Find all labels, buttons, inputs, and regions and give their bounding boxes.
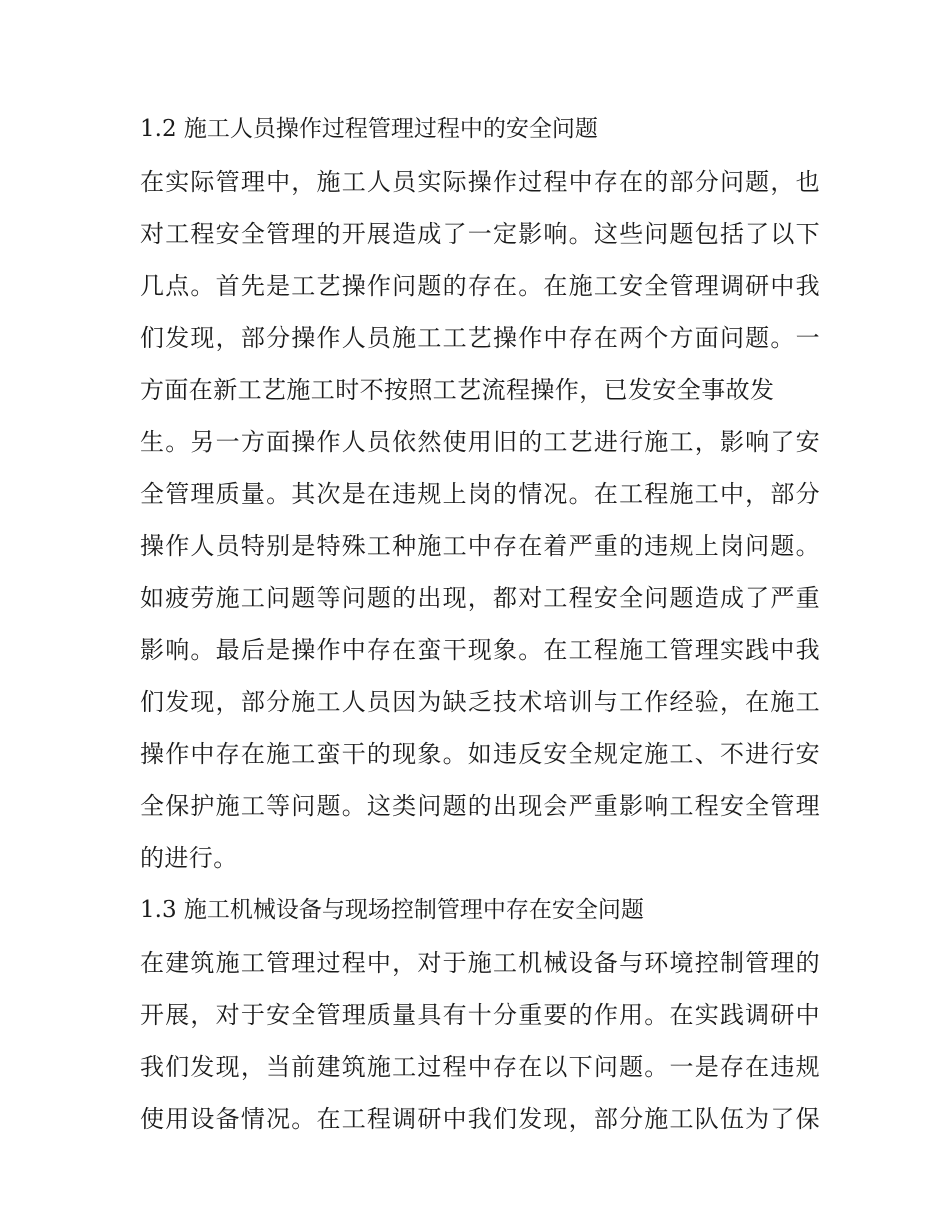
- paragraph-line: 方面在新工艺施工时不按照工艺流程操作，已发安全事故发: [140, 376, 775, 404]
- paragraph-line: 全保护施工等问题。这类问题的出现会严重影响工程安全管理: [140, 792, 820, 820]
- paragraph-line: 在实际管理中，施工人员实际操作过程中存在的部分问题，也: [140, 168, 820, 196]
- paragraph-line: 影响。最后是操作中存在蛮干现象。在工程施工管理实践中我: [140, 636, 820, 664]
- paragraph-line: 几点。首先是工艺操作问题的存在。在施工安全管理调研中我: [140, 272, 820, 300]
- paragraph-line: 们发现，部分操作人员施工工艺操作中存在两个方面问题。一: [140, 324, 820, 352]
- paragraph-line: 开展，对于安全管理质量具有十分重要的作用。在实践调研中: [140, 1001, 820, 1029]
- paragraph-line: 我们发现，当前建筑施工过程中存在以下问题。一是存在违规: [140, 1053, 820, 1081]
- paragraph-line: 操作中存在施工蛮干的现象。如违反安全规定施工、不进行安: [140, 740, 820, 768]
- paragraph-line: 的进行。: [140, 844, 238, 872]
- paragraph-line: 们发现，部分施工人员因为缺乏技术培训与工作经验，在施工: [140, 688, 820, 716]
- paragraph-line: 对工程安全管理的开展造成了一定影响。这些问题包括了以下: [140, 220, 820, 248]
- paragraph-line: 生。另一方面操作人员依然使用旧的工艺进行施工，影响了安: [140, 428, 820, 456]
- paragraph-line: 操作人员特别是特殊工种施工中存在着严重的违规上岗问题。: [140, 532, 820, 560]
- paragraph-line: 如疲劳施工问题等问题的出现，都对工程安全问题造成了严重: [140, 584, 820, 612]
- paragraph-line: 全管理质量。其次是在违规上岗的情况。在工程施工中，部分: [140, 480, 820, 508]
- paragraph-line: 使用设备情况。在工程调研中我们发现，部分施工队伍为了保: [140, 1105, 820, 1133]
- paragraph-line: 在建筑施工管理过程中，对于施工机械设备与环境控制管理的: [140, 949, 820, 977]
- section-heading-1-2: 1.2 施工人员操作过程管理过程中的安全问题: [140, 116, 598, 142]
- section-heading-1-3: 1.3 施工机械设备与现场控制管理中存在安全问题: [140, 897, 644, 923]
